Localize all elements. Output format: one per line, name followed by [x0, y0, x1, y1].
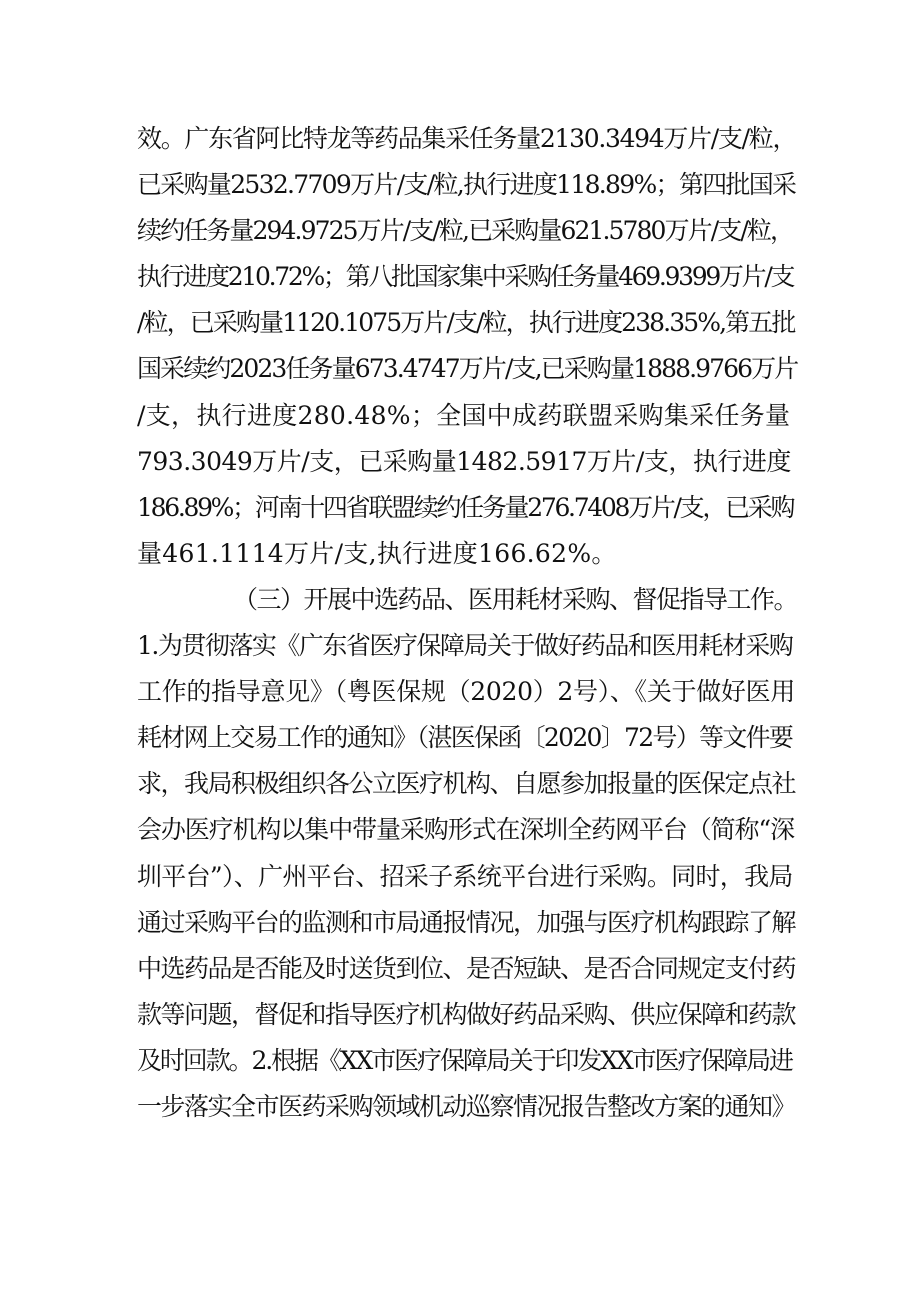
text-line: 量461.1114万片/支,执行进度166.62%。 — [137, 538, 617, 568]
text-line: 已采购量2532.7709万片/支/粒,执行进度118.89%；第四批国采 — [137, 170, 796, 200]
text-line: 效。广东省阿比特龙等药品集采任务量2130.3494万片/支/粒， — [137, 124, 797, 153]
body-text — [137, 116, 797, 1130]
text-line: /支，执行进度280.48%；全国中成药联盟采购集采任务量 — [137, 400, 791, 430]
text-line: 续约任务量294.9725万片/支/粒,已采购量621.5780万片/支/粒， — [137, 216, 794, 246]
text-line: 圳平台”）、广州平台、招采子系统平台进行采购。同时，我局 — [137, 861, 793, 891]
text-line: 耗材网上交易工作的通知》（湛医保函〔2020〕72号）等文件要 — [137, 723, 793, 753]
text-line: 执行进度210.72%；第八批国家集中采购任务量469.9399万片/支 — [137, 262, 794, 292]
text-line: 会办医疗机构以集中带量采购形式在深圳全药网平台（简称“深 — [137, 815, 794, 845]
text-line: 及时回款。2.根据《XX市医疗保障局关于印发XX市医疗保障局进 — [137, 1045, 792, 1075]
text-line: 国采续约2023任务量673.4747万片/支,已采购量1888.9766万片 — [137, 354, 798, 384]
text-line: 793.3049万片/支，已采购量1482.5917万片/支，执行进度 — [137, 446, 791, 476]
text-line: 工作的指导意见》（粤医保规（2020）2号）、《关于做好医用 — [137, 677, 796, 707]
text-line: 186.89%；河南十四省联盟续约任务量276.7408万片/支，已采购 — [137, 492, 794, 522]
text-line: 中选药品是否能及时送货到位、是否短缺、是否合同规定支付药 — [137, 953, 796, 983]
text-line: 求，我局积极组织各公立医疗机构、自愿参加报量的医保定点社 — [137, 769, 796, 799]
text-line: 一步落实全市医药采购领域机动巡察情况报告整改方案的通知》 — [137, 1091, 796, 1121]
text-line: 1.为贯彻落实《广东省医疗保障局关于做好药品和医用耗材采购 — [137, 631, 793, 661]
section-heading: （三）开展中选药品、医用耗材采购、督促指导工作。 — [233, 584, 798, 614]
text-line: 款等问题，督促和指导医疗机构做好药品采购、供应保障和药款 — [137, 999, 796, 1029]
text-line: 通过采购平台的监测和市局通报情况，加强与医疗机构跟踪了解 — [137, 907, 796, 937]
text-line: /粒，已采购量1120.1075万片/支/粒，执行进度238.35%,第五批 — [137, 308, 795, 338]
